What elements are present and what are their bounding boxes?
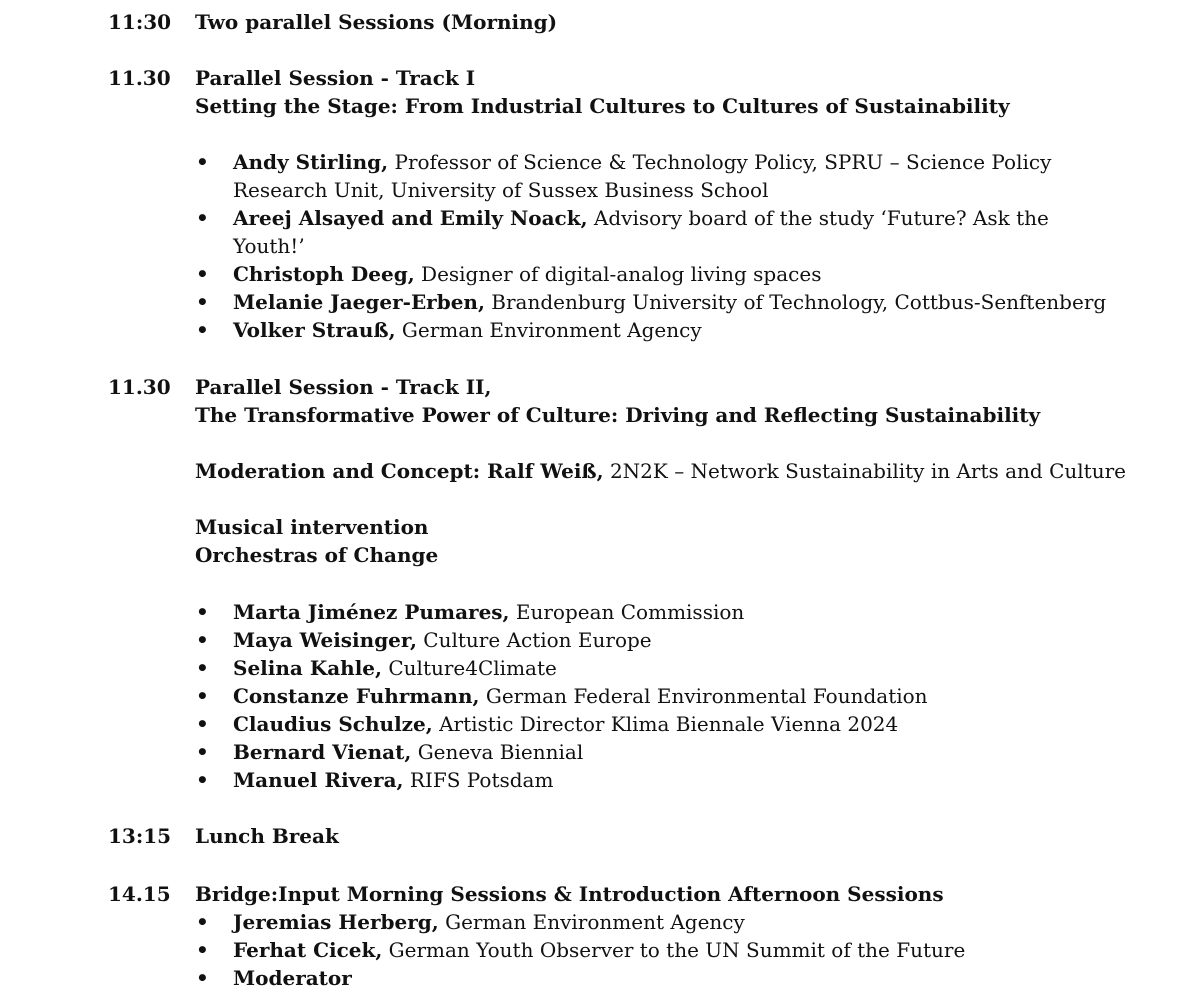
bullet-icon: • xyxy=(196,656,209,680)
moderation-label: Moderation and Concept: Ralf Weiß, xyxy=(195,459,604,483)
bullet-icon: • xyxy=(196,740,209,764)
bullet-icon: • xyxy=(196,206,209,230)
speaker-desc: Geneva Biennial xyxy=(411,740,584,764)
track1-subtitle: Setting the Stage: From Industrial Cultures to Cultures of Sustainability xyxy=(195,94,1010,118)
list-item xyxy=(233,936,965,964)
speaker-name: Jeremias Herberg, xyxy=(233,910,439,934)
bullet-icon: • xyxy=(196,684,209,708)
track1-title: Parallel Session - Track I xyxy=(195,66,476,90)
list-item xyxy=(233,766,553,794)
bullet-icon: • xyxy=(196,712,209,736)
bridge-title: Bridge:Input Morning Sessions & Introduction Afternoon Sessions xyxy=(195,882,944,906)
speaker-desc: Advisory board of the study ‘Future? Ask the xyxy=(587,206,1049,230)
list-item xyxy=(233,316,702,344)
moderation-line xyxy=(195,457,1126,485)
speaker-name: Areej Alsayed and Emily Noack, xyxy=(233,206,588,230)
bullet-icon: • xyxy=(196,966,209,990)
speaker-name: Christoph Deeg, xyxy=(233,262,415,286)
track2-subtitle: The Transformative Power of Culture: Driving and Reflecting Sustainability xyxy=(195,403,1041,427)
speaker-desc: German Environment Agency xyxy=(438,910,745,934)
list-item xyxy=(233,598,744,626)
musical-title: Orchestras of Change xyxy=(195,543,439,567)
bullet-icon: • xyxy=(196,938,209,962)
list-item xyxy=(233,288,1106,316)
list-item xyxy=(233,260,821,288)
speaker-desc: German Youth Observer to the UN Summit of the Future xyxy=(382,938,966,962)
speaker-name: Selina Kahle, xyxy=(233,656,382,680)
list-item xyxy=(233,964,352,992)
speaker-desc: Artistic Director Klima Biennale Vienna 2024 xyxy=(432,712,899,736)
list-item xyxy=(233,908,745,936)
list-item xyxy=(233,682,928,710)
bullet-icon: • xyxy=(196,290,209,314)
speaker-name: Ferhat Cicek, xyxy=(233,938,383,962)
list-item xyxy=(233,654,557,682)
bridge-time: 14.15 xyxy=(108,882,171,906)
list-item xyxy=(233,204,1049,232)
speaker-desc: RIFS Potsdam xyxy=(403,768,554,792)
speaker-name: Bernard Vienat, xyxy=(233,740,412,764)
speaker-name: Melanie Jaeger-Erben, xyxy=(233,290,485,314)
bullet-icon: • xyxy=(196,910,209,934)
bullet-icon: • xyxy=(196,318,209,342)
session-time: 11:30 xyxy=(108,10,172,34)
speaker-name: Volker Strauß, xyxy=(233,318,396,342)
list-item xyxy=(233,710,898,738)
list-item xyxy=(233,148,1051,176)
speaker-desc: Brandenburg University of Technology, Cottbus-Senftenberg xyxy=(484,290,1107,314)
speaker-desc: Designer of digital-analog living spaces xyxy=(414,262,822,286)
bullet-icon: • xyxy=(196,600,209,624)
speaker-name: Manuel Rivera, xyxy=(233,768,404,792)
bullet-icon: • xyxy=(196,768,209,792)
speaker-desc: Culture Action Europe xyxy=(416,628,652,652)
speaker-name: Constanze Fuhrmann, xyxy=(233,684,480,708)
bullet-icon: • xyxy=(196,150,209,174)
list-item xyxy=(233,626,652,654)
list-item-continuation: Research Unit, University of Sussex Business School xyxy=(233,178,769,202)
speaker-desc: German Environment Agency xyxy=(395,318,702,342)
lunch-time: 13:15 xyxy=(108,824,172,848)
bullet-icon: • xyxy=(196,628,209,652)
speaker-name: Maya Weisinger, xyxy=(233,628,417,652)
lunch-title: Lunch Break xyxy=(195,824,339,848)
speaker-desc: Professor of Science & Technology Policy, SPRU – Science Policy xyxy=(388,150,1052,174)
list-item-continuation: Youth!’ xyxy=(233,234,305,258)
speaker-name: Moderator xyxy=(233,966,352,990)
bullet-icon: • xyxy=(196,262,209,286)
musical-label: Musical intervention xyxy=(195,515,429,539)
speaker-desc: German Federal Environmental Foundation xyxy=(479,684,928,708)
track1-time: 11.30 xyxy=(108,66,171,90)
session-title: Two parallel Sessions (Morning) xyxy=(195,10,558,34)
track2-title: Parallel Session - Track II, xyxy=(195,375,492,399)
speaker-desc: Culture4Climate xyxy=(382,656,557,680)
list-item xyxy=(233,738,583,766)
speaker-name: Andy Stirling, xyxy=(233,150,389,174)
speaker-name: Claudius Schulze, xyxy=(233,712,433,736)
speaker-name: Marta Jiménez Pumares, xyxy=(233,600,510,624)
speaker-desc: European Commission xyxy=(509,600,745,624)
moderation-desc: 2N2K – Network Sustainability in Arts and Culture xyxy=(603,459,1126,483)
track2-time: 11.30 xyxy=(108,375,171,399)
